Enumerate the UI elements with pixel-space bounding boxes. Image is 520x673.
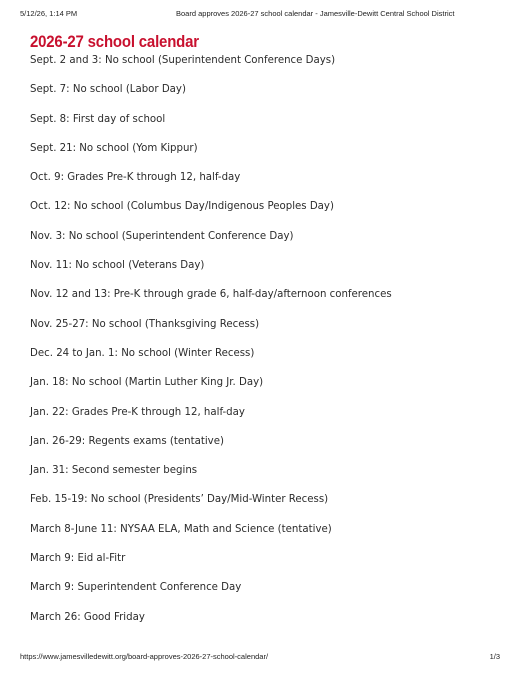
calendar-item: Oct. 9: Grades Pre-K through 12, half-day xyxy=(30,172,241,184)
calendar-list xyxy=(30,53,500,639)
calendar-item: March 9: Superintendent Conference Day xyxy=(30,582,242,594)
page-title: 2026-27 school calendar xyxy=(30,32,199,51)
calendar-item: Jan. 26-29: Regents exams (tentative) xyxy=(30,435,224,447)
calendar-item: Jan. 18: No school (Martin Luther King Jr. Day) xyxy=(30,377,264,389)
calendar-item: Dec. 24 to Jan. 1: No school (Winter Recess) xyxy=(30,347,255,359)
calendar-item: Nov. 11: No school (Veterans Day) xyxy=(30,260,205,272)
calendar-item: Nov. 3: No school (Superintendent Conference Day) xyxy=(30,230,294,242)
calendar-item: Sept. 2 and 3: No school (Superintendent Conference Days) xyxy=(30,55,336,66)
calendar-item: Sept. 21: No school (Yom Kippur) xyxy=(30,142,198,154)
print-date: 5/12/26, 1:14 PM xyxy=(20,9,78,18)
calendar-item: Jan. 22: Grades Pre-K through 12, half-day xyxy=(30,406,245,418)
print-header xyxy=(0,9,520,21)
calendar-item: Oct. 12: No school (Columbus Day/Indigenous Peoples Day) xyxy=(30,201,334,213)
calendar-item: Nov. 25-27: No school (Thanksgiving Recess) xyxy=(30,318,260,330)
calendar-item: Feb. 15-19: No school (Presidents’ Day/Mid-Winter Recess) xyxy=(30,494,329,506)
calendar-item: Sept. 8: First day of school xyxy=(30,113,166,125)
calendar-item: March 9: Eid al-Fitr xyxy=(30,553,126,565)
calendar-item: March 26: Good Friday xyxy=(30,611,145,623)
calendar-item: Sept. 7: No school (Labor Day) xyxy=(30,84,186,96)
print-footer xyxy=(0,652,520,664)
page-number: 1/3 xyxy=(489,652,500,661)
calendar-item: Jan. 31: Second semester begins xyxy=(30,465,198,477)
page-url: https://www.jamesvilledewitt.org/board-approves-2026-27-school-calendar/ xyxy=(20,652,269,661)
calendar-item: Nov. 12 and 13: Pre-K through grade 6, half-day/afternoon conferences xyxy=(30,289,392,301)
calendar-item: March 8-June 11: NYSAA ELA, Math and Science (tentative) xyxy=(30,523,332,535)
print-page-title: Board approves 2026-27 school calendar - Jamesville-Dewitt Central School District xyxy=(176,9,455,18)
